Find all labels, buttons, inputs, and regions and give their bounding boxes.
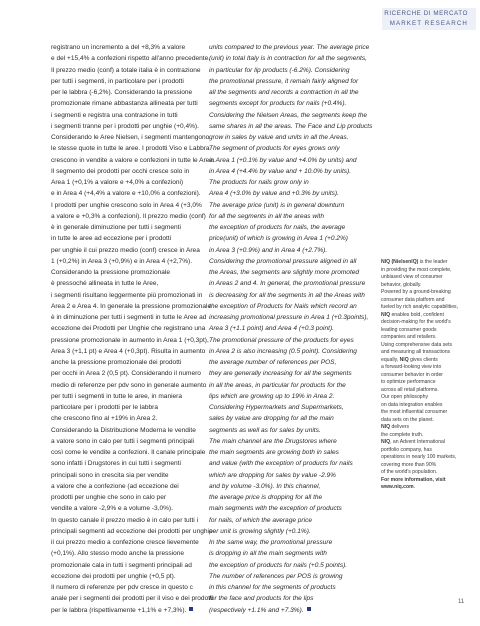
italian-paragraph-line-text: così come le vendite a confezioni. Il canale principale bbox=[51, 449, 206, 456]
italian-paragraph-line-text: è in diminuzione per tutti i segmenti in tutte le Aree ad bbox=[51, 314, 207, 321]
italian-paragraph-line-text: In questo canale il prezzo medio è in calo per tutti i bbox=[51, 516, 199, 524]
italian-paragraph-line-text: prodotti per unghie che sono in calo per bbox=[51, 494, 167, 501]
italian-paragraph-line-text: Il numero di referenze per pdv cresce in questo c bbox=[51, 584, 193, 591]
english-paragraph-line-text: Area 4 (+3.0% by value and +0.3% by units). bbox=[209, 190, 339, 198]
sidebar-line bbox=[381, 259, 473, 267]
english-paragraph-line-text: in all the areas, in particular for products for the bbox=[209, 381, 346, 389]
english-paragraph-line-text: (respectively +1.1% and +7.3%). bbox=[209, 606, 304, 614]
italian-paragraph-line bbox=[51, 267, 201, 278]
sidebar-line bbox=[381, 274, 473, 282]
italian-paragraph-line bbox=[51, 143, 210, 154]
italian-paragraph-line-text: Considerando le Aree Nielsen, i segmenti mantengono bbox=[51, 134, 210, 141]
sidebar-line bbox=[381, 402, 473, 410]
english-text-column bbox=[209, 42, 374, 616]
italian-paragraph-line bbox=[51, 503, 201, 514]
english-paragraph-line-text: price(unit) of which is growing in Area 1 (+0.2%) bbox=[209, 235, 348, 243]
english-paragraph-line-text: In the same way, the promotional pressure bbox=[209, 539, 333, 546]
english-paragraph-line bbox=[209, 357, 374, 368]
english-paragraph-line bbox=[209, 222, 374, 233]
english-paragraph-line bbox=[209, 110, 374, 121]
english-paragraph-line-text: Considering Hypermarkets and Supermarkets, bbox=[209, 404, 344, 411]
italian-paragraph-line-text: per occhi in Area 2 (0,5 pt). Considerando il numero bbox=[51, 370, 201, 378]
italian-paragraph-line-text: promozionale rimane abbastanza allineata per tutti bbox=[51, 100, 198, 108]
english-paragraph-line bbox=[209, 503, 374, 514]
english-paragraph-line bbox=[209, 470, 374, 481]
italian-paragraph-line bbox=[51, 132, 210, 143]
english-paragraph-line bbox=[209, 76, 374, 87]
english-paragraph-line bbox=[209, 492, 374, 503]
sidebar-line bbox=[381, 454, 473, 462]
italian-paragraph-line bbox=[51, 53, 211, 64]
english-paragraph-line bbox=[209, 526, 374, 537]
italian-paragraph-line bbox=[51, 537, 201, 548]
italian-paragraph-line bbox=[51, 413, 201, 424]
english-paragraph-line-text: the Areas, the segments are slightly more promoted bbox=[209, 269, 360, 276]
english-paragraph-line bbox=[209, 413, 374, 424]
sidebar-text: the complete truth. bbox=[381, 431, 424, 438]
english-paragraph-line-text: Considering the promotional pressure aligned in all bbox=[209, 257, 357, 265]
italian-paragraph-line-text: sono infatti i Drugstores in cui tutti i segmenti bbox=[51, 460, 181, 468]
italian-paragraph-line bbox=[51, 290, 201, 301]
sidebar-line bbox=[381, 439, 473, 447]
english-paragraph-line-text: grow in sales by value and units in all the Areas. bbox=[209, 134, 349, 141]
english-paragraph-line bbox=[209, 458, 374, 469]
sidebar-text: behavior, globally. bbox=[381, 281, 422, 288]
sidebar-text: consumer data platform and bbox=[381, 296, 445, 303]
english-paragraph-line-text: The promotional pressure of the products for eyes bbox=[209, 336, 354, 344]
sidebar-text: the most influential consumer bbox=[381, 409, 448, 415]
italian-paragraph-line bbox=[51, 447, 206, 458]
italian-paragraph-line-text: Area 2 e Area 4. In generale la pressione promozionale bbox=[51, 302, 212, 310]
sidebar-line bbox=[381, 424, 473, 432]
italian-paragraph-line-text: 1 (+0,2%) in Area 3 (+0,9%) e in Area 4 (+2,7%). bbox=[51, 257, 193, 265]
sidebar-text: unbiased view of consumer bbox=[381, 274, 443, 280]
sidebar-line bbox=[381, 387, 473, 395]
english-paragraph-line-text: sales by value are dropping for all the main bbox=[209, 415, 334, 423]
italian-paragraph-line-text: promozionale cala in tutti i segmenti principali ad bbox=[51, 561, 192, 569]
english-paragraph-line-text: The main channel are the Drugstores where bbox=[209, 437, 337, 445]
italian-paragraph-line bbox=[51, 42, 201, 53]
english-paragraph-line-text: same shares in all the areas. The Face and Lip products bbox=[209, 122, 373, 130]
english-paragraph-line-text: the average number of references per POS, bbox=[209, 359, 337, 366]
english-paragraph-line-text: Considering the Nielsen Areas, the segments keep the bbox=[209, 111, 368, 119]
italian-paragraph-line bbox=[51, 582, 201, 593]
italian-paragraph-line-text: per tutti i segmenti, in particolare per i prodotti bbox=[51, 77, 184, 85]
italian-paragraph-line bbox=[51, 605, 201, 616]
english-paragraph-line bbox=[209, 245, 374, 256]
italian-paragraph-line-text: pressione promozionale in aumento in Area 1 (+0,3pt), bbox=[51, 336, 209, 344]
english-paragraph-line-text: The segment of products for eyes grows only bbox=[209, 145, 340, 153]
sidebar-text: delivers bbox=[390, 424, 410, 430]
english-paragraph-line-text: segments except for products for nails (+0.4%). bbox=[209, 100, 347, 108]
english-paragraph-line bbox=[209, 188, 374, 199]
italian-paragraph-line bbox=[51, 560, 201, 571]
sidebar-line bbox=[381, 394, 473, 402]
italian-paragraph-line-text: (+0,1%). Allo stesso modo anche la pressione bbox=[51, 550, 185, 558]
sidebar-line bbox=[381, 297, 473, 305]
english-paragraph-line-text: is decreasing for all the segments in all the Areas with bbox=[209, 291, 365, 299]
italian-paragraph-line-text: le stesse quote in tutte le aree. I prodotti Viso e Labbra bbox=[51, 145, 210, 153]
sidebar-line bbox=[381, 372, 473, 380]
english-paragraph-line bbox=[209, 391, 374, 402]
italian-paragraph-line-text: e in Area 4 (+4,4% a valore e +10,0% a confezioni). bbox=[51, 190, 201, 198]
sidebar-line bbox=[381, 432, 473, 440]
english-paragraph-line bbox=[209, 256, 374, 267]
english-paragraph-line-text: the average price is dropping for all the bbox=[209, 494, 323, 501]
english-paragraph-line bbox=[209, 65, 374, 76]
sidebar-text: decision-making for the world's bbox=[381, 319, 451, 325]
italian-paragraph-line-text: eccezione dei Prodotti per Unghie che registrano una bbox=[51, 325, 206, 333]
italian-paragraph-line-text: per le labbra (rispettivamente +1,1% e +7,3%). bbox=[51, 606, 187, 614]
english-paragraph-line bbox=[209, 301, 374, 312]
italian-paragraph-line-text: per le labbra (-6,2%). Considerando la pressione bbox=[51, 89, 193, 96]
english-paragraph-line bbox=[209, 368, 374, 379]
italian-paragraph-line bbox=[51, 346, 206, 357]
sidebar-bold-text: For more information, visit bbox=[381, 476, 446, 483]
english-paragraph-line bbox=[209, 267, 374, 278]
english-paragraph-line bbox=[209, 155, 374, 166]
english-paragraph-line-text: the exception of Products for Nails which record an bbox=[209, 302, 357, 310]
italian-paragraph-line-text: Area 3 (+1,1 pt) e Area 4 (+0,3pt). Risulta in aumento bbox=[51, 347, 206, 355]
english-paragraph-line-text: for the face and products for the lips bbox=[209, 595, 314, 603]
sidebar-text: consumer behavior in order bbox=[381, 371, 444, 378]
english-paragraph-line bbox=[209, 515, 374, 526]
english-paragraph-line-text: (unit) in total Italy is in contraction for all the segments, bbox=[209, 55, 367, 63]
sidebar-line bbox=[381, 342, 473, 350]
english-paragraph-line-text: per unit is growing slightly (+0.1%). bbox=[209, 527, 311, 535]
italian-paragraph-line-text: I prodotti per unghie crescono solo in Area 4 (+3,0% bbox=[51, 201, 202, 209]
english-paragraph-line bbox=[209, 605, 374, 616]
sidebar-line bbox=[381, 304, 473, 312]
page-number: 11 bbox=[458, 599, 465, 605]
english-paragraph-line-text: Area 3 (+1.1 point) and Area 4 (+0.3 point). bbox=[209, 325, 334, 333]
english-paragraph-line bbox=[209, 335, 374, 346]
italian-paragraph-line-text: particolare per i prodotti per le labbra bbox=[51, 404, 158, 411]
italian-paragraph-line-text: crescono in vendite a valore e confezioni in tutte le Aree. bbox=[51, 156, 215, 164]
sidebar-text: equally, bbox=[381, 356, 400, 363]
italian-paragraph-line bbox=[51, 515, 201, 526]
sidebar-bold-text: NIQ (NielsenIQ) bbox=[381, 259, 419, 265]
english-paragraph-line-text: increasing promotional pressure in Area 1 (+0.3points), bbox=[209, 314, 369, 321]
english-paragraph-line bbox=[209, 447, 374, 458]
italian-paragraph-line bbox=[51, 233, 201, 244]
english-paragraph-line bbox=[209, 346, 374, 357]
italian-paragraph-line-text: i segmenti tranne per i prodotti per unghie (+0,4%). bbox=[51, 122, 199, 130]
sidebar-text: Our open philosophy bbox=[381, 394, 429, 400]
italian-paragraph-line bbox=[51, 222, 201, 233]
italian-paragraph-line-text: il cui prezzo medio a confezione cresce lievemente bbox=[51, 539, 199, 546]
italian-paragraph-line-text: per tutti i segmenti in tutte le aree, in maniera bbox=[51, 392, 183, 400]
sidebar-bold-text: NIQ bbox=[381, 439, 391, 445]
italian-paragraph-line bbox=[51, 357, 201, 368]
sidebar-bold-text: NIQ bbox=[381, 311, 391, 318]
italian-paragraph-line bbox=[51, 110, 201, 121]
italian-paragraph-line bbox=[51, 65, 201, 76]
sidebar-text: and measuring all transactions bbox=[381, 349, 451, 355]
english-paragraph-line-text: in this channel for the segments of products bbox=[209, 584, 336, 591]
italian-paragraph-line-text: vendite a valore -2,9% e a volume -3,0%). bbox=[51, 505, 173, 513]
sidebar-line bbox=[381, 282, 473, 290]
sidebar-bold-text: NIQ bbox=[381, 424, 391, 430]
italian-paragraph-line bbox=[51, 436, 201, 447]
italian-paragraph-line bbox=[51, 391, 201, 402]
italian-paragraph-line-text: principali sono in crescita sia per vendite bbox=[51, 471, 169, 479]
english-paragraph-line-text: in Area 2 is also increasing (0.5 point). Considering bbox=[209, 347, 357, 355]
english-paragraph-line-text: the exception of products for nails, the average bbox=[209, 224, 346, 231]
italian-paragraph-line bbox=[51, 458, 201, 469]
english-paragraph-line-text: for all the segments in all the areas with bbox=[209, 212, 324, 220]
sidebar-line bbox=[381, 327, 473, 335]
italian-paragraph-line-text: a valore che a confezione (ad eccezione dei bbox=[51, 482, 179, 490]
english-paragraph-line bbox=[209, 233, 374, 244]
english-paragraph-line bbox=[209, 211, 374, 222]
sidebar-line bbox=[381, 364, 473, 372]
italian-paragraph-line-text: che crescono fino al +19% in Area 2. bbox=[51, 415, 158, 423]
italian-paragraph-line bbox=[51, 87, 201, 98]
sidebar-line bbox=[381, 334, 473, 342]
english-paragraph-line bbox=[209, 278, 374, 289]
italian-paragraph-line bbox=[51, 166, 201, 177]
english-paragraph-line-text: in Area 4 (+4.4% by value and + 10.0% by units). bbox=[209, 167, 352, 175]
italian-paragraph-line-text: in tutte le aree ad eccezione per i prodotti bbox=[51, 235, 172, 243]
header-line-english: MARKET RESEARCH bbox=[389, 20, 468, 27]
italian-paragraph-line-text: registrano un incremento a del +8,3% a valore bbox=[51, 44, 186, 51]
italian-paragraph-line bbox=[51, 121, 201, 132]
english-paragraph-line bbox=[209, 132, 374, 143]
italian-paragraph-line-text: anche la pressione promozionale dei prodotti bbox=[51, 359, 182, 366]
section-header-tag bbox=[382, 8, 476, 30]
english-paragraph-line-text: The products for nails grow only in bbox=[209, 179, 309, 186]
sidebar-line bbox=[381, 477, 473, 485]
sidebar-line bbox=[381, 469, 473, 477]
italian-paragraph-line-text: principali segmenti ad eccezione dei prodotti per unghie bbox=[51, 527, 213, 535]
italian-paragraph-line bbox=[51, 211, 206, 222]
english-paragraph-line-text: and value (with the exception of products for nails bbox=[209, 460, 353, 468]
english-paragraph-line bbox=[209, 380, 374, 391]
english-paragraph-line bbox=[209, 42, 374, 53]
italian-paragraph-line-text: Area 1 (+0,1% a valore e +4,0% a confezioni) bbox=[51, 179, 184, 186]
english-paragraph-line bbox=[209, 425, 374, 436]
sidebar-text: a forward-looking view into bbox=[381, 364, 442, 370]
english-paragraph-line-text: all the segments and records a contraction in all the bbox=[209, 89, 359, 96]
sidebar-text: data sets on the planet. bbox=[381, 416, 434, 423]
italian-paragraph-line bbox=[51, 323, 206, 334]
italian-paragraph-line bbox=[51, 177, 201, 188]
sidebar-line bbox=[381, 484, 473, 492]
italian-paragraph-line-text: a valore sono in calo per tutti i segmenti principali bbox=[51, 437, 195, 445]
niq-about-sidebar bbox=[381, 259, 473, 492]
italian-paragraph-line bbox=[51, 76, 201, 87]
english-paragraph-line-text: in Area 1 (+0.1% by value and +4.0% by units) and bbox=[209, 156, 357, 164]
english-paragraph-line bbox=[209, 402, 374, 413]
english-paragraph-line bbox=[209, 436, 374, 447]
sidebar-line bbox=[381, 357, 473, 365]
english-paragraph-line bbox=[209, 98, 374, 109]
english-paragraph-line bbox=[209, 143, 374, 154]
sidebar-text: across all retail platforms. bbox=[381, 386, 439, 393]
italian-paragraph-line-text: Considerando la Distribuzione Moderna le vendite bbox=[51, 426, 196, 434]
italian-paragraph-line-text: medio di referenze per pdv sono in generale aumento bbox=[51, 381, 207, 389]
sidebar-text: enables bold, confident bbox=[390, 311, 444, 318]
italian-paragraph-line bbox=[51, 593, 214, 604]
sidebar-text: is the leader bbox=[418, 259, 448, 265]
italian-paragraph-line bbox=[51, 380, 207, 391]
italian-paragraph-line bbox=[51, 402, 201, 413]
sidebar-text: to optimize performance bbox=[381, 379, 436, 385]
italian-paragraph-line bbox=[51, 481, 201, 492]
english-paragraph-line-text: is dropping in all the main segments with bbox=[209, 550, 327, 558]
english-paragraph-line-text: main segments with the exception of products bbox=[209, 505, 342, 513]
sidebar-text: . bbox=[413, 484, 416, 490]
header-line-italian: RICERCHE DI MERCATO bbox=[384, 10, 468, 17]
sidebar-bold-text: NIQ bbox=[399, 356, 409, 363]
italian-paragraph-line-text: Il prezzo medio (conf) a totale italia è in contrazione bbox=[51, 66, 201, 74]
english-paragraph-line bbox=[209, 200, 374, 211]
italian-paragraph-line-text: i segmenti risultano leggermente più promozionati in bbox=[51, 291, 203, 299]
italian-paragraph-line-text: eccezione dei prodotti per unghie (+0,5 pt). bbox=[51, 572, 176, 580]
english-paragraph-line-text: in Areas 2 and 4. In general, the promotional pressure bbox=[209, 280, 366, 288]
english-paragraph-line-text: in Area 3 (+0.9%) and in Area 4 (+2.7%). bbox=[209, 246, 328, 254]
end-of-text-marker bbox=[189, 607, 193, 611]
sidebar-text: fueled by rich analytic capabilities, bbox=[381, 304, 459, 310]
sidebar-text: operations in nearly 100 markets, bbox=[381, 454, 457, 460]
sidebar-line bbox=[381, 447, 473, 455]
english-paragraph-line-text: the promotional pressure, it remain fairly aligned for bbox=[209, 77, 359, 85]
sidebar-text: companies and retailers. bbox=[381, 334, 437, 340]
english-paragraph-line bbox=[209, 548, 374, 559]
sidebar-line bbox=[381, 462, 473, 470]
english-paragraph-line-text: segments as well as for sales by units. bbox=[209, 426, 321, 434]
english-paragraph-line bbox=[209, 166, 374, 177]
sidebar-text: portfolio company, has bbox=[381, 446, 432, 453]
end-of-text-marker bbox=[307, 607, 311, 611]
english-paragraph-line bbox=[209, 177, 374, 188]
italian-paragraph-line bbox=[51, 200, 201, 211]
english-paragraph-line bbox=[209, 312, 374, 323]
italian-paragraph-line-text: è in generale diminuzione per tutti i segmenti bbox=[51, 224, 181, 231]
italian-paragraph-line-text: i segmenti e registra una contrazione in tutti bbox=[51, 111, 178, 119]
italian-paragraph-line bbox=[51, 98, 201, 109]
sidebar-line bbox=[381, 312, 473, 320]
english-paragraph-line-text: lips which are growing up to 19% in Area 2. bbox=[209, 392, 335, 400]
sidebar-line bbox=[381, 379, 473, 387]
sidebar-text: covering more than 90% bbox=[381, 461, 437, 468]
italian-paragraph-line bbox=[51, 155, 215, 166]
sidebar-line bbox=[381, 417, 473, 425]
italian-paragraph-line bbox=[51, 312, 207, 323]
italian-paragraph-line bbox=[51, 256, 201, 267]
italian-paragraph-line bbox=[51, 571, 201, 582]
italian-paragraph-line bbox=[51, 548, 201, 559]
italian-paragraph-line bbox=[51, 470, 201, 481]
italian-paragraph-line bbox=[51, 188, 201, 199]
italian-paragraph-line bbox=[51, 526, 213, 537]
english-paragraph-line-text: they are generally increasing for all the segments bbox=[209, 370, 352, 378]
sidebar-line bbox=[381, 349, 473, 357]
italian-paragraph-line bbox=[51, 425, 201, 436]
italian-paragraph-line bbox=[51, 278, 201, 289]
english-paragraph-line-text: for nails, of which the average price bbox=[209, 516, 312, 524]
italian-paragraph-line-text: per unghie il cui prezzo medio (conf) cresce in Area bbox=[51, 246, 200, 254]
english-paragraph-line-text: and by volume -3.0%). In this channel, bbox=[209, 482, 321, 490]
english-paragraph-line-text: units compared to the previous year. The average price bbox=[209, 44, 370, 51]
sidebar-text: on data integration enables bbox=[381, 401, 443, 408]
english-paragraph-line bbox=[209, 582, 374, 593]
italian-paragraph-line bbox=[51, 301, 212, 312]
sidebar-text: of the world's population. bbox=[381, 469, 438, 475]
italian-paragraph-line-text: è pressoché allineata in tutte le Aree, bbox=[51, 280, 159, 288]
english-paragraph-line-text: The number of references per POS is growing bbox=[209, 572, 343, 580]
sidebar-bold-text: www.niq.com bbox=[381, 484, 414, 490]
english-paragraph-line bbox=[209, 537, 374, 548]
sidebar-text: Powered by a ground-breaking bbox=[381, 289, 451, 295]
sidebar-line bbox=[381, 267, 473, 275]
english-paragraph-line bbox=[209, 571, 374, 582]
sidebar-text: Using comprehensive data sets bbox=[381, 341, 453, 348]
english-paragraph-line bbox=[209, 481, 374, 492]
sidebar-line bbox=[381, 409, 473, 417]
italian-paragraph-line-text: a valore e +0,3% a confezioni). Il prezzo medio (conf) bbox=[51, 212, 206, 220]
italian-text-column bbox=[51, 42, 215, 616]
english-paragraph-line-text: which are dropping for sales by value -2.9% bbox=[209, 471, 337, 479]
italian-paragraph-line bbox=[51, 492, 201, 503]
english-paragraph-line bbox=[209, 560, 374, 571]
english-paragraph-line-text: the main segments are growing both in sales bbox=[209, 449, 339, 456]
italian-paragraph-line-text: anale per i segmenti dei prodotti per il viso e dei prodotti bbox=[51, 595, 214, 603]
sidebar-line bbox=[381, 289, 473, 297]
sidebar-text: , an Advent International bbox=[390, 439, 446, 445]
sidebar-text: leading consumer goods bbox=[381, 326, 437, 333]
italian-paragraph-line-text: e del +15,4% a confezioni rispetto all'anno precedente. bbox=[51, 55, 211, 63]
sidebar-text: in providing the most complete, bbox=[381, 266, 452, 273]
english-paragraph-line-text: The average price (unit) is in general downturn bbox=[209, 201, 345, 209]
english-paragraph-line bbox=[209, 121, 374, 132]
english-paragraph-line-text: the exception of products for nails (+0.5 points). bbox=[209, 561, 348, 569]
italian-paragraph-line bbox=[51, 335, 209, 346]
italian-paragraph-line-text: Il segmento dei prodotti per occhi cresce solo in bbox=[51, 167, 190, 175]
english-paragraph-line bbox=[209, 290, 374, 301]
sidebar-text: gives clients bbox=[408, 356, 438, 363]
italian-paragraph-line-text: Considerando la pressione promozionale bbox=[51, 269, 171, 276]
english-paragraph-line bbox=[209, 53, 374, 64]
english-paragraph-line bbox=[209, 87, 374, 98]
italian-paragraph-line bbox=[51, 245, 201, 256]
english-paragraph-line-text: in particular for lip products (-6.2%). Considering bbox=[209, 66, 350, 74]
sidebar-line bbox=[381, 319, 473, 327]
english-paragraph-line bbox=[209, 593, 374, 604]
italian-paragraph-line bbox=[51, 368, 201, 379]
english-paragraph-line bbox=[209, 323, 374, 334]
